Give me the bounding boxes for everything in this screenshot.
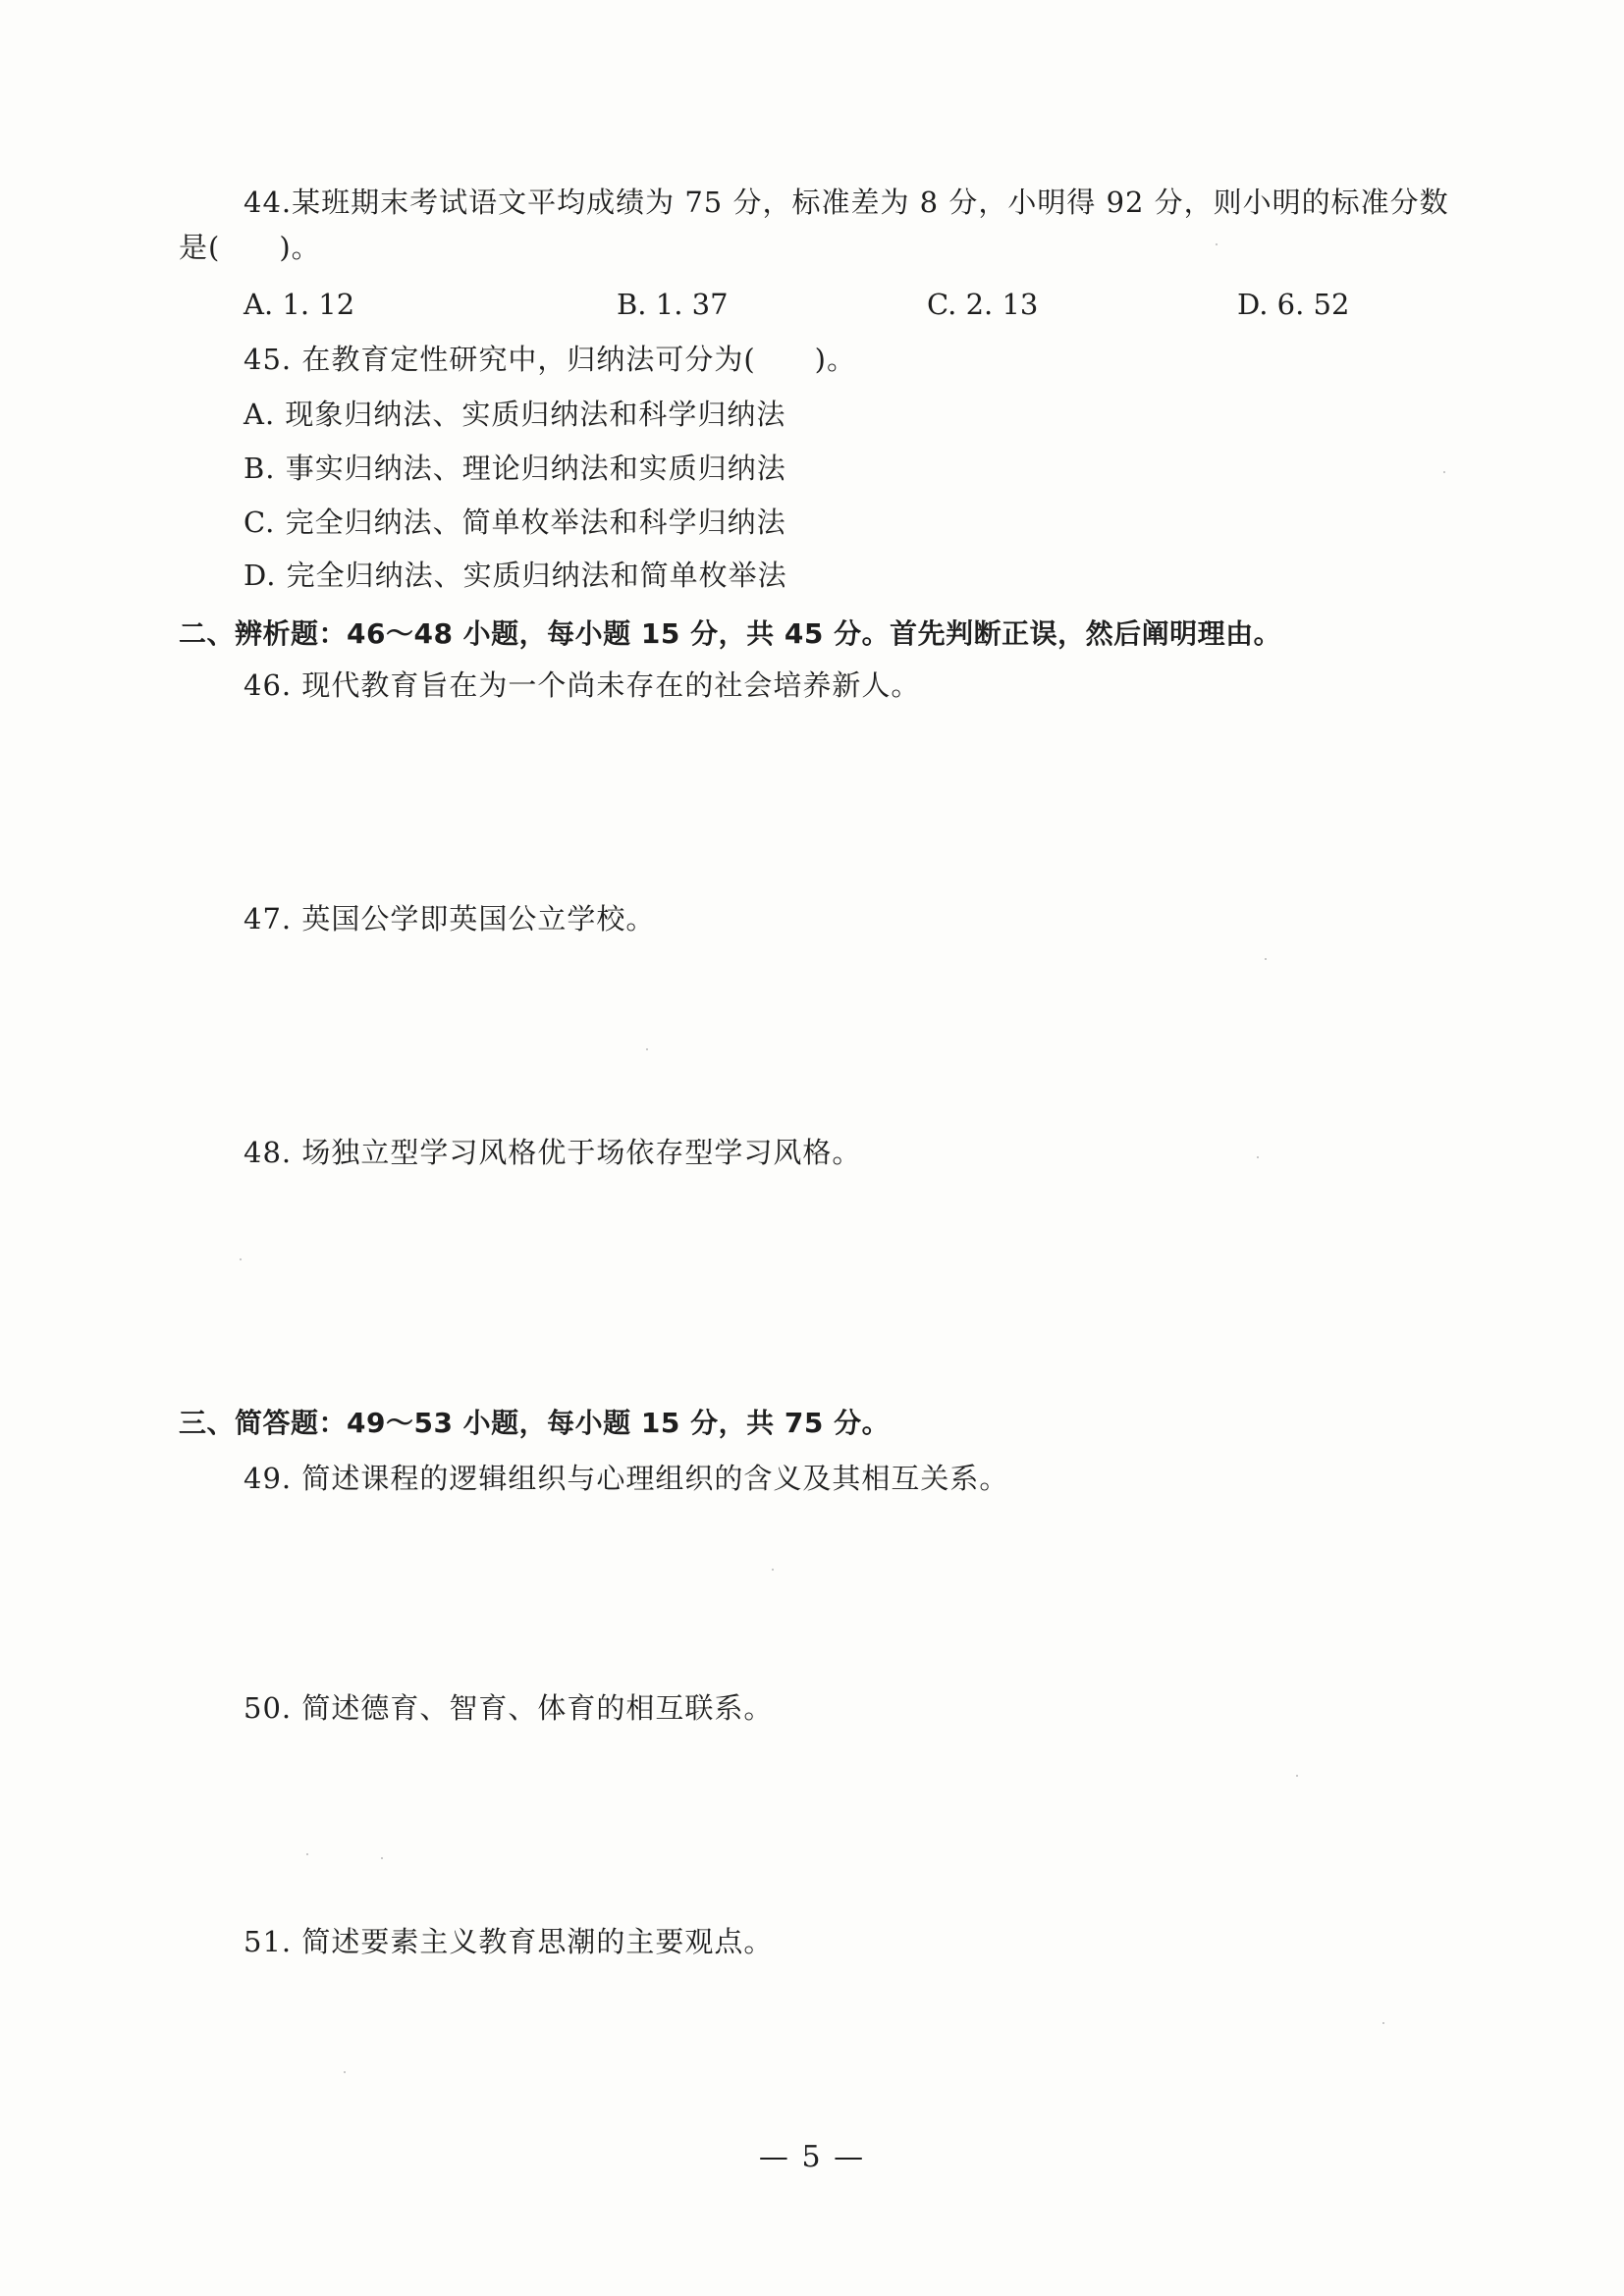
q44-option-a: A. 1. 12 [244, 288, 355, 321]
scan-speck [240, 1258, 242, 1260]
q44-option-d: D. 6. 52 [1237, 288, 1350, 321]
q45-option-d: D. 完全归纳法、实质归纳法和简单枚举法 [244, 559, 787, 592]
q44-option-b: B. 1. 37 [617, 288, 729, 321]
q44-option-c: C. 2. 13 [927, 288, 1039, 321]
scan-speck [1257, 1156, 1259, 1158]
q48-text: 48. 场独立型学习风格优于场依存型学习风格。 [244, 1136, 862, 1169]
scan-speck [1265, 958, 1267, 960]
scan-speck [1296, 1775, 1298, 1777]
q44-stem-line2: 是( )。 [179, 231, 321, 264]
q44-stem-line1: 44.某班期末考试语文平均成绩为 75 分，标准差为 8 分，小明得 92 分，则小明的标准分数 [244, 186, 1449, 219]
scan-speck [1443, 471, 1445, 473]
q46-text: 46. 现代教育旨在为一个尚未存在的社会培养新人。 [244, 668, 921, 702]
scan-speck [1216, 243, 1218, 245]
scan-speck [646, 1048, 648, 1050]
q47-text: 47. 英国公学即英国公立学校。 [244, 902, 656, 935]
scan-speck [381, 1857, 383, 1859]
q45-stem: 45. 在教育定性研究中，归纳法可分为( )。 [244, 343, 856, 376]
q49-text: 49. 简述课程的逻辑组织与心理组织的含义及其相互关系。 [244, 1462, 1009, 1495]
q45-option-a: A. 现象归纳法、实质归纳法和科学归纳法 [244, 398, 786, 431]
scan-speck [772, 1569, 774, 1571]
q50-text: 50. 简述德育、智育、体育的相互联系。 [244, 1691, 774, 1725]
scan-speck [306, 1853, 308, 1855]
section3-heading: 三、简答题：49～53 小题，每小题 15 分，共 75 分。 [179, 1407, 891, 1439]
q51-text: 51. 简述要素主义教育思潮的主要观点。 [244, 1925, 774, 1958]
q44-options [244, 285, 1350, 324]
scan-speck [344, 2071, 346, 2073]
q45-option-c: C. 完全归纳法、简单枚举法和科学归纳法 [244, 506, 786, 539]
section2-heading: 二、辨析题：46～48 小题，每小题 15 分，共 45 分。首先判断正误，然后阐明理由。 [179, 617, 1282, 650]
scan-speck [1382, 2022, 1384, 2024]
q45-option-b: B. 事实归纳法、理论归纳法和实质归纳法 [244, 452, 786, 485]
page-number: — 5 — [758, 2140, 866, 2174]
